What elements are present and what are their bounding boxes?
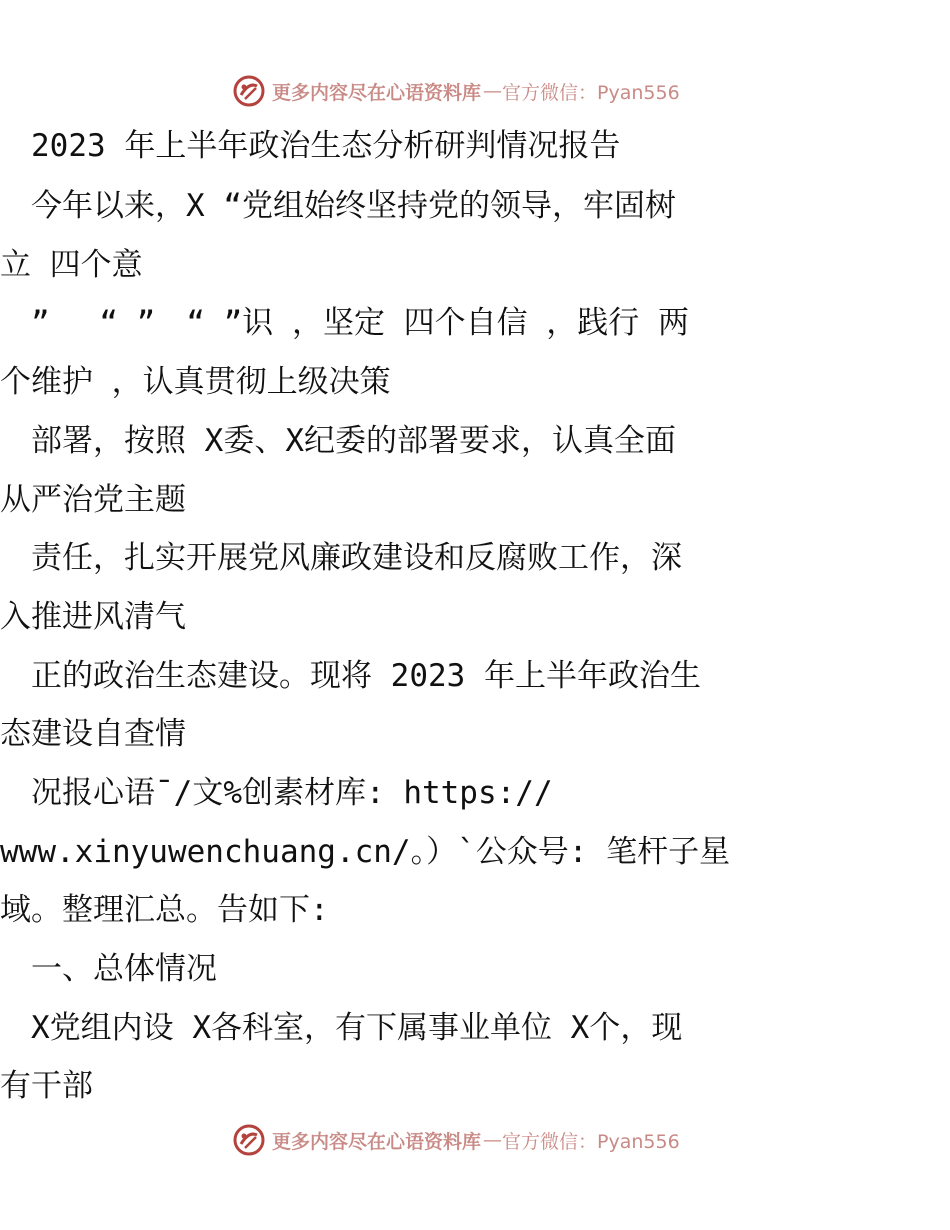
text-line: 个维护 ，认真贯彻上级决策 — [0, 364, 391, 400]
text-line: 从严治党主题 — [0, 482, 186, 518]
section-heading: 一、总体情况 — [0, 951, 217, 987]
text-line: 立 四个意 — [0, 247, 143, 283]
header-banner — [232, 71, 680, 111]
footer-banner — [232, 1120, 680, 1160]
text-line: 责任，扎实开展党风廉政建设和反腐败工作，深 — [0, 540, 682, 576]
footer-banner-wechat: 官方微信：Pyan556 — [502, 1130, 680, 1153]
text-line: 况报心语¯/文%创素材库: https:// — [0, 775, 553, 811]
text-line: www.xinyuwenchuang.cn/。）`公众号: 笔杆子星 — [0, 834, 731, 870]
footer-banner-separator: — — [483, 1129, 503, 1151]
text-line: 部署，按照 X委、X纪委的部署要求，认真全面 — [0, 423, 676, 459]
text-line: 域。整理汇总。告如下: — [0, 892, 329, 928]
header-banner-text: 更多内容尽在心语资料库 — [272, 81, 482, 104]
text-line: 有干部 — [0, 1068, 93, 1104]
text-line: X党组内设 X各科室，有下属事业单位 X个，现 — [0, 1010, 683, 1046]
text-line: 入推进风清气 — [0, 599, 186, 635]
text-line: 态建设自查情 — [0, 716, 186, 752]
header-banner-wechat: 官方微信：Pyan556 — [502, 81, 680, 104]
text-line: 今年以来，X “党组始终坚持党的领导，牢固树 — [0, 188, 676, 224]
logo-icon — [232, 74, 266, 108]
logo-icon — [232, 1123, 266, 1157]
text-line: ” “ ” “ ”识 ，坚定 四个自信 ，践行 两 — [0, 305, 689, 341]
header-banner-separator: — — [483, 80, 503, 102]
text-line: 2023 年上半年政治生态分析研判情况报告 — [0, 128, 621, 164]
footer-banner-text: 更多内容尽在心语资料库 — [272, 1130, 482, 1153]
text-line: 正的政治生态建设。现将 2023 年上半年政治生 — [0, 658, 701, 694]
